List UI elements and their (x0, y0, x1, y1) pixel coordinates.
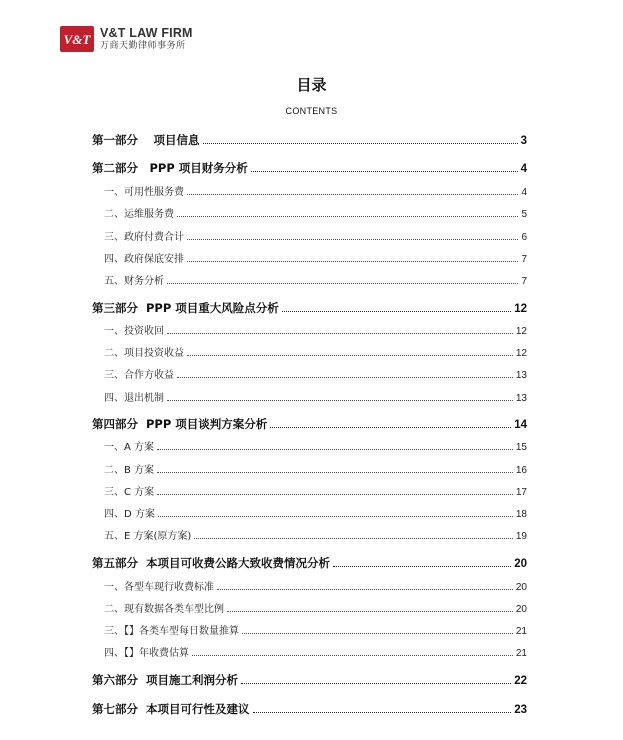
toc-section-7[interactable]: 第七部分 本项目可行性及建议 23 (92, 702, 527, 716)
toc-item[interactable]: 二、B 方案 16 (104, 465, 527, 476)
firm-name-cn: 万商天勤律师事务所 (100, 41, 186, 52)
toc-item[interactable]: 三、C 方案 17 (104, 487, 527, 498)
toc-item[interactable]: 四、退出机制 13 (104, 393, 527, 404)
toc-item[interactable]: 四、D 方案 18 (104, 509, 527, 520)
toc-section-1[interactable]: 第一部分 项目信息 3 (92, 133, 527, 147)
toc-item[interactable]: 一、可用性服务费 4 (104, 187, 527, 198)
toc-item[interactable]: 一、投资收回 12 (104, 326, 527, 337)
toc-item[interactable]: 四、【】年收费估算 21 (104, 648, 527, 659)
toc-section-3[interactable]: 第三部分 PPP 项目重大风险点分析 12 (92, 301, 527, 315)
toc-item[interactable]: 一、各型车现行收费标准 20 (104, 582, 527, 593)
toc-item[interactable]: 四、政府保底安排 7 (104, 254, 527, 265)
toc-item[interactable]: 五、E 方案(原方案) 19 (104, 531, 527, 542)
logo-mark-text: V&T (63, 32, 91, 47)
toc-item[interactable]: 三、合作方收益 13 (104, 370, 527, 381)
firm-logo (60, 24, 193, 54)
toc-section-6[interactable]: 第六部分 项目施工利润分析 22 (92, 673, 527, 687)
firm-name-en: V&T LAW FIRM (100, 25, 193, 40)
page-subtitle: CONTENTS (285, 106, 338, 116)
page-title: 目录 (296, 76, 327, 94)
toc-item[interactable]: 三、政府付费合计 6 (104, 232, 527, 243)
toc-item[interactable]: 二、项目投资收益 12 (104, 348, 527, 359)
toc-item[interactable]: 二、运维服务费 5 (104, 209, 527, 220)
toc-section-5[interactable]: 第五部分 本项目可收费公路大致收费情况分析 20 (92, 556, 527, 570)
toc-item[interactable]: 三、【】各类车型每日数量推算 21 (104, 626, 527, 637)
toc-section-2[interactable]: 第二部分 PPP 项目财务分析 4 (92, 161, 527, 175)
toc-item[interactable]: 二、现有数据各类车型比例 20 (104, 604, 527, 615)
toc-section-4[interactable]: 第四部分 PPP 项目谈判方案分析 14 (92, 417, 527, 431)
toc-item[interactable]: 一、A 方案 15 (104, 442, 527, 453)
toc-item[interactable]: 五、财务分析 7 (104, 276, 527, 287)
vt-logo-icon (60, 26, 94, 52)
